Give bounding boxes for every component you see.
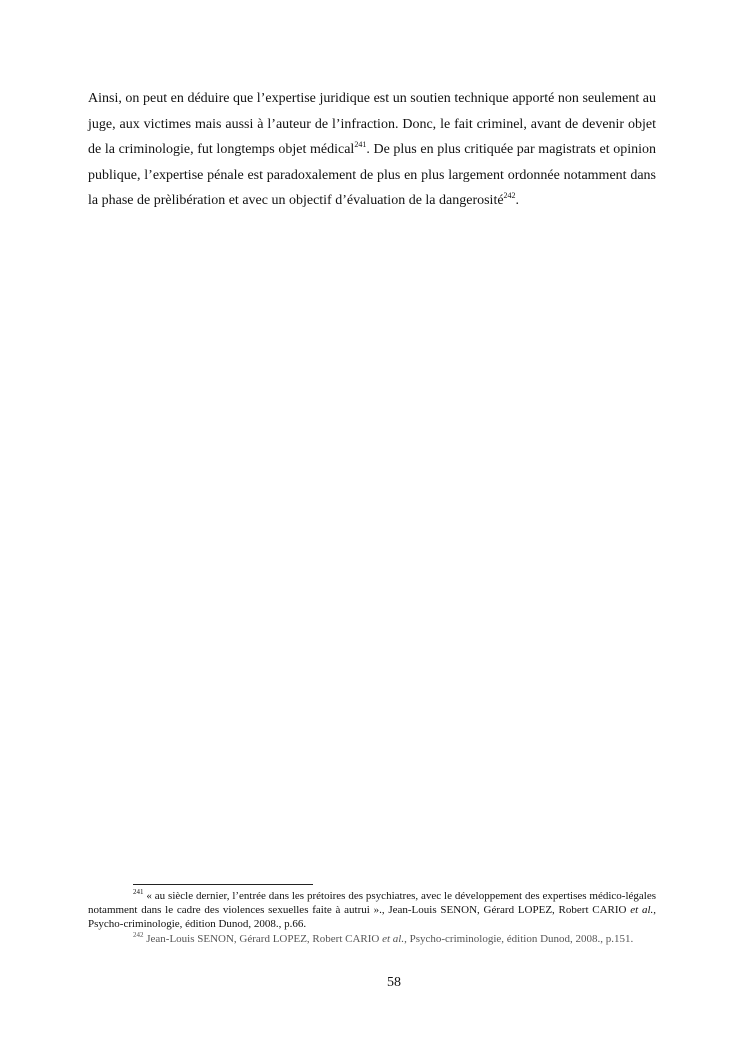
footnote-reference-241[interactable]: 241 xyxy=(354,139,367,149)
footnote-reference-242[interactable]: 242 xyxy=(503,190,516,200)
footnote-number: 241 xyxy=(133,888,144,897)
footnote-text: « au siècle dernier, l’entrée dans les prétoires des psychiatres, avec le développement des expertises médico-légales notamment dans le cadre des violences sexuelles faite à autrui »., Jean-Louis SENON, Gérard LOPEZ, Robert CARIO xyxy=(88,890,656,917)
footnotes-section xyxy=(88,889,656,946)
body-paragraph xyxy=(88,86,656,214)
footnote-text-end: , Psycho-criminologie, édition Dunod, 2008., p.151. xyxy=(404,932,634,945)
footnote-italic-text: et al. xyxy=(630,904,654,917)
footnote-separator xyxy=(133,884,313,885)
footnote-242 xyxy=(88,932,656,946)
page-number: 58 xyxy=(387,975,401,990)
footnote-italic-text: et al. xyxy=(382,932,405,945)
body-text-part-2: . De plus en plus critiquée par magistrats et opinion publique, l’expertise pénale est paradoxalement de plus en plus largement ordonnée notamment dans la phase de prèlibération et avec un objectif d’évaluation de la dangerosité xyxy=(88,142,656,209)
footnote-text: Jean-Louis SENON, Gérard LOPEZ, Robert CARIO xyxy=(143,932,383,945)
footnote-241 xyxy=(88,889,656,932)
body-text-part-1: Ainsi, on peut en déduire que l’expertise juridique est un soutien technique apporté non seulement au juge, aux victimes mais aussi à l’auteur de l’infraction. Donc, le fait criminel, avant de devenir objet de la criminologie, fut longtemps objet médical xyxy=(88,91,656,158)
footnote-text-end: , Psycho-criminologie, édition Dunod, 2008., p.66. xyxy=(88,904,657,931)
footnote-number: 242 xyxy=(133,930,144,939)
body-text-part-3: . xyxy=(515,193,520,209)
